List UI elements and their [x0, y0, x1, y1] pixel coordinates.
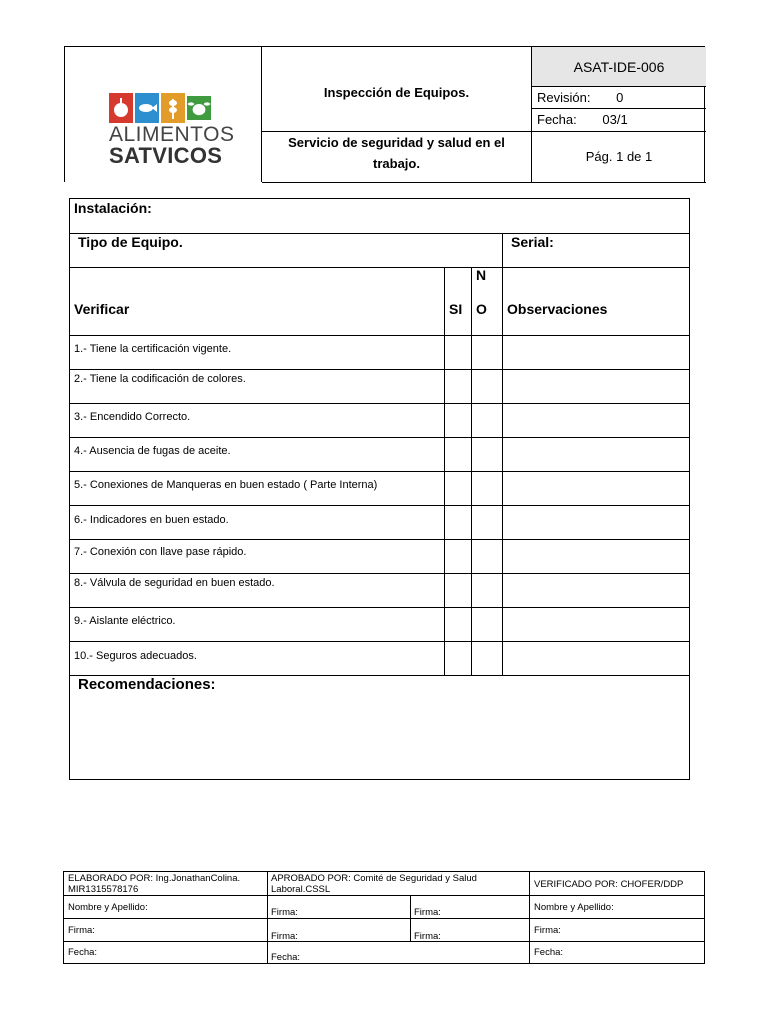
divider — [70, 573, 690, 574]
signature-label: Firma: — [534, 925, 561, 936]
checklist-item: 9.- Aislante eléctrico. — [74, 615, 176, 627]
divider — [70, 505, 690, 506]
divider — [70, 607, 690, 608]
signature-footer — [63, 871, 705, 964]
divider — [267, 872, 268, 964]
checklist-item: 5.- Conexiones de Manqueras en buen estado ( Parte Interna) — [74, 479, 378, 491]
checklist-item: 8.- Válvula de seguridad en buen estado. — [74, 577, 275, 589]
divider — [70, 539, 690, 540]
signature-label: Firma: — [414, 907, 441, 918]
divider — [70, 267, 690, 268]
divider — [471, 267, 472, 675]
divider — [70, 403, 690, 404]
page-number: Pág. 1 de 1 — [532, 132, 706, 183]
checklist-item: 3.- Encendido Correcto. — [74, 411, 191, 423]
equipment-type-label: Tipo de Equipo. — [78, 234, 183, 250]
logo-text-alimentos: ALIMENTOS — [109, 123, 235, 146]
divider — [70, 369, 690, 370]
divider — [529, 872, 530, 964]
checklist-item: 6.- Indicadores en buen estado. — [74, 514, 229, 526]
divider — [410, 895, 411, 941]
signature-label: Firma: — [414, 931, 441, 942]
logo-text-satvicos: SATVICOS — [109, 143, 223, 168]
revision-row — [532, 87, 706, 109]
divider — [70, 641, 690, 642]
document-title: Inspección de Equipos. — [262, 47, 532, 132]
name-field-label: Nombre y Apellido: — [68, 902, 148, 913]
serial-label: Serial: — [511, 234, 554, 250]
divider — [64, 895, 705, 896]
signature-label: Firma: — [271, 931, 298, 942]
date-label: Fecha: — [537, 112, 577, 127]
signature-label: Firma: — [271, 907, 298, 918]
divider — [502, 267, 503, 675]
divider — [70, 437, 690, 438]
divider — [70, 471, 690, 472]
divider — [502, 233, 503, 267]
installation-label: Instalación: — [74, 200, 152, 216]
revision-label: Revisión: — [537, 90, 591, 105]
checklist-item: 7.- Conexión con llave pase rápido. — [74, 546, 247, 558]
approved-by: APROBADO POR: Comité de Seguridad y Salud Laboral.CSSL — [271, 873, 477, 895]
date-field-label: Fecha: — [534, 947, 564, 958]
service-name — [262, 132, 532, 183]
date-value: 03/1 — [602, 112, 628, 127]
divider — [64, 941, 705, 942]
fish-icon — [135, 93, 159, 123]
signature-label: Firma: — [68, 925, 95, 936]
document-header — [64, 46, 705, 182]
cow-icon — [187, 93, 211, 123]
recommendations-label: Recomendaciones: — [78, 676, 216, 693]
divider — [64, 918, 705, 919]
prepared-by: ELABORADO POR: Ing.JonathanColina. MIR1315578176 — [68, 873, 241, 895]
checklist-item: 1.- Tiene la certificación vigente. — [74, 343, 232, 355]
no-column-header-part1: N — [476, 267, 487, 283]
checklist-item: 2.- Tiene la codificación de colores. — [74, 373, 246, 385]
no-column-header-part2: O — [476, 301, 487, 317]
checklist-item: 10.- Seguros adecuados. — [74, 650, 197, 662]
checklist-item: 4.- Ausencia de fugas de aceite. — [74, 445, 231, 457]
apple-icon — [109, 93, 133, 123]
yes-column-header: SI — [449, 301, 463, 317]
divider — [70, 335, 690, 336]
inspection-form — [69, 198, 690, 780]
verify-column-header: Verificar — [74, 301, 130, 317]
service-text: Servicio de seguridad y salud en el trabajo. — [288, 135, 505, 171]
date-field-label: Fecha: — [68, 947, 98, 958]
divider — [444, 267, 445, 675]
document-code: ASAT-IDE-006 — [532, 47, 706, 87]
company-logo — [65, 47, 262, 182]
date-field-label: Fecha: — [271, 952, 301, 963]
date-row — [532, 109, 706, 132]
grain-icon — [161, 93, 185, 123]
observations-column-header: Observaciones — [507, 301, 608, 317]
name-field-label: Nombre y Apellido: — [534, 902, 614, 913]
verified-by: VERIFICADO POR: CHOFER/DDP — [534, 879, 684, 890]
revision-value: 0 — [616, 90, 624, 105]
